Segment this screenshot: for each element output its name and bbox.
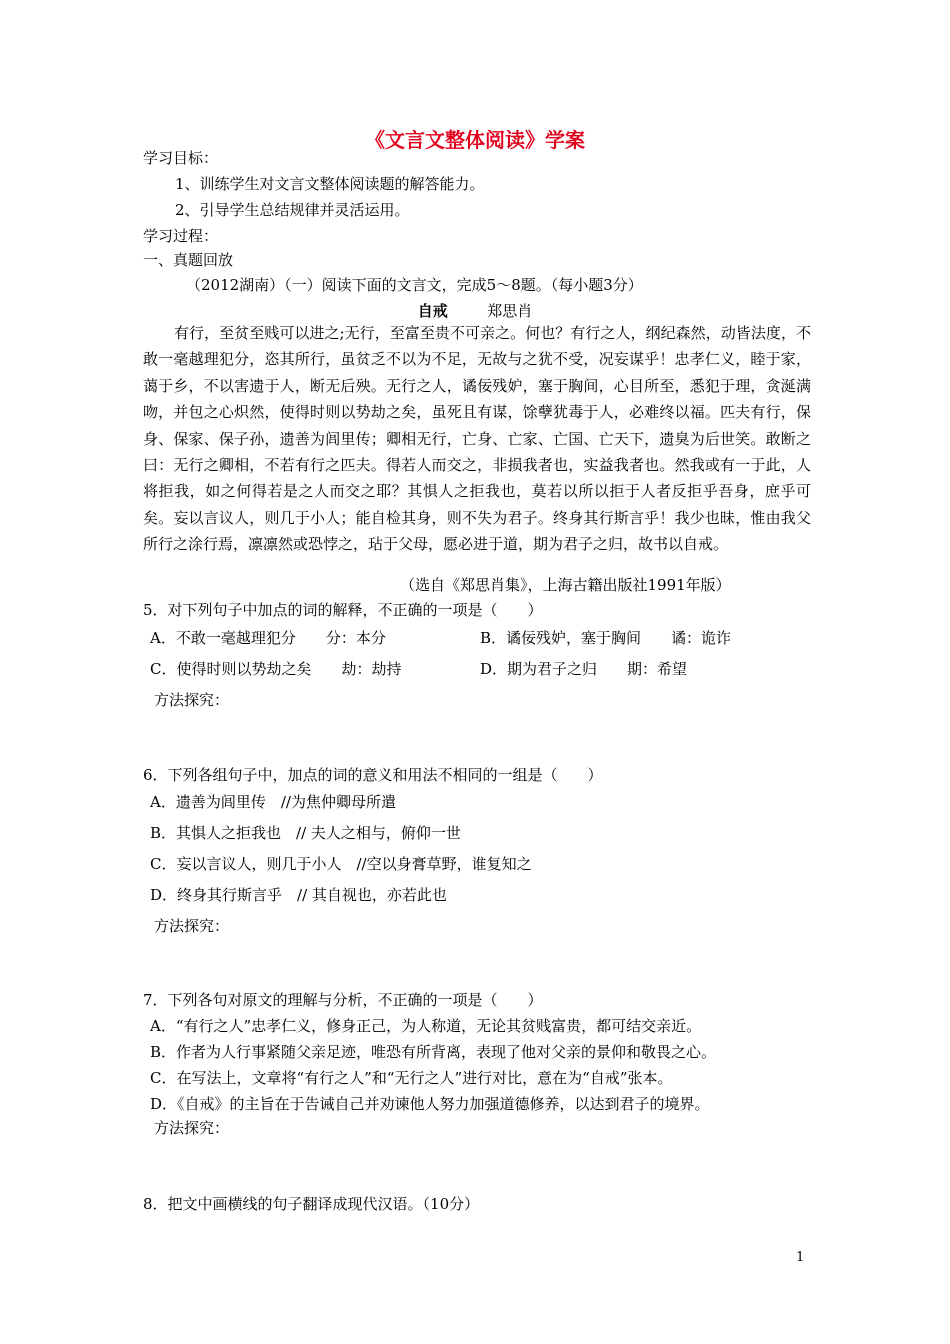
q5-option-a: A．不敢一毫越理犯分 分：本分 — [150, 629, 386, 647]
q6-option-c: C．妄以言议人，则几于小人 //空以身膏草野，谁复知之 — [150, 855, 532, 873]
question-6: 6．下列各组句子中，加点的词的意义和用法不相同的一组是（ ） — [143, 766, 603, 784]
passage-source: （选自《郑思肖集》，上海古籍出版社1991年版） — [400, 576, 731, 594]
q6-option-a: A．遗善为闾里传 //为焦仲卿母所遣 — [150, 793, 396, 811]
question-7: 7．下列各句对原文的理解与分析，不正确的一项是（ ） — [143, 991, 543, 1009]
q5-option-c: C．使得时则以势劫之矣 劫：劫持 — [150, 660, 402, 678]
method-label-3: 方法探究： — [154, 1119, 230, 1137]
source-intro: （2012湖南）（一）阅读下面的文言文，完成5～8题。（每小题3分） — [186, 276, 643, 294]
q7-option-d: D．《自戒》的主旨在于告诫自己并劝谏他人努力加强道德修养，以达到君子的境界。 — [150, 1095, 710, 1113]
passage-heading — [0, 300, 950, 321]
passage-text: 有行，至贫至贱可以进之;无行，至富至贵不可亲之。何也？有行之人，纲纪森然，动皆法度，不敢一毫越理犯分，恣其所行，虽贫乏不以为不足，无故与之犹不受，况妄谋乎！忠孝仁义，睦于家，蔼于乡，不以害遗于人，断无后殃。无行之人，谲佞残妒，塞于胸间，心目所至，悉犯于理，贪涎满吻，并包之心炽然，使得时则以势劫之矣，虽死且有谋，馀孽犹毒于人，必难终以福。匹夫有行，保身、保家、保子孙，遗善为闾里传；卿相无行，亡身、亡家、亡国、亡天下，遗臭为后世笑。敢断之曰：无行之卿相，不若有行之匹夫。得若人而交之，非损我者也，实益我者也。然我或有一于此，人将拒我，如之何得若是之人而交之耶？其惧人之拒我也，莫若以所以拒于人者反拒乎吾身，庶乎可矣。妄以言议人，则几于小人；能自检其身，则不失为君子。终身其行斯言乎！我少也昧，惟由我父所行之涂行焉，凛凛然或恐悖之，玷于父母，愿必进于道，期为君子之归，故书以自戒。 — [143, 324, 811, 554]
q6-option-b: B．其惧人之拒我也 // 夫人之相与，俯仰一世 — [150, 824, 461, 842]
passage-author: 郑思肖 — [487, 302, 533, 320]
goal-1: 1、训练学生对文言文整体阅读题的解答能力。 — [175, 175, 485, 193]
page-number: 1 — [796, 1250, 805, 1265]
question-8: 8．把文中画横线的句子翻译成现代汉语。（10分） — [143, 1195, 480, 1213]
page-title: 《文言文整体阅读》学案 — [365, 128, 585, 152]
q7-option-b: B．作者为人行事紧随父亲足迹，唯恐有所背离，表现了他对父亲的景仰和敬畏之心。 — [150, 1043, 717, 1061]
q7-option-a: A．“有行之人”忠孝仁义，修身正己，为人称道，无论其贫贱富贵，都可结交亲近。 — [150, 1017, 702, 1035]
goal-2: 2、引导学生总结规律并灵活运用。 — [175, 201, 410, 219]
process-label: 学习过程： — [143, 227, 219, 245]
passage-title: 自戒 — [417, 302, 448, 320]
q6-option-d: D．终身其行斯言乎 // 其自视也，亦若此也 — [150, 886, 447, 904]
method-label-1: 方法探究： — [154, 691, 230, 709]
method-label-2: 方法探究： — [154, 917, 230, 935]
section-heading: 一、真题回放 — [143, 251, 234, 269]
goals-label: 学习目标： — [143, 149, 219, 167]
question-5: 5．对下列句子中加点的词的解释，不正确的一项是（ ） — [143, 601, 543, 619]
q5-option-b: B．谲佞残妒，塞于胸间 谲：诡诈 — [480, 629, 732, 647]
q7-option-c: C．在写法上，文章将“有行之人”和“无行之人”进行对比，意在为“自戒”张本。 — [150, 1069, 673, 1087]
q5-option-d: D．期为君子之归 期：希望 — [480, 660, 688, 678]
